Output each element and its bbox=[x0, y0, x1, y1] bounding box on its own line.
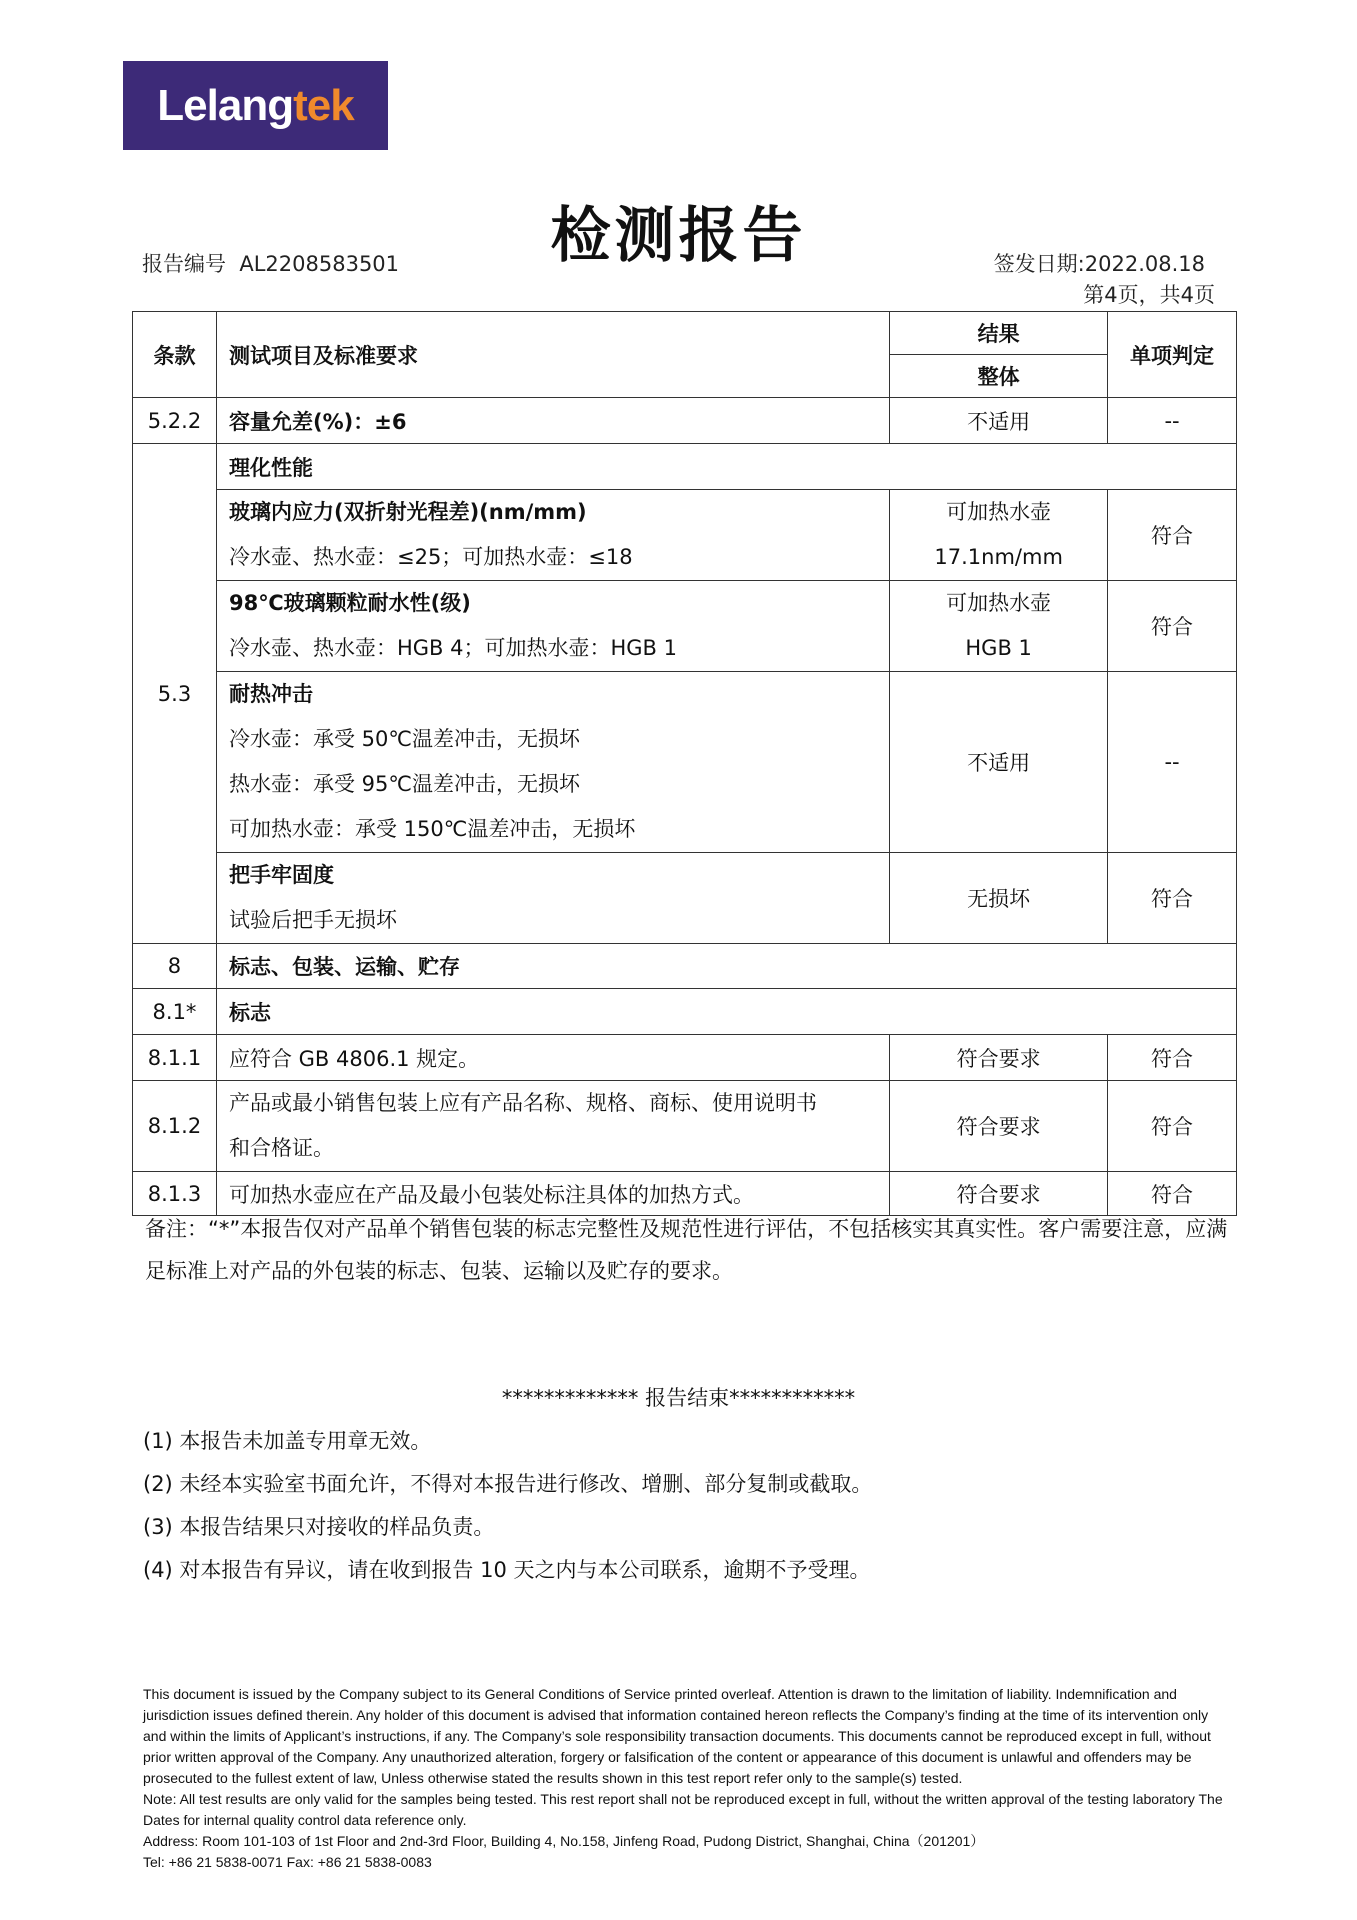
item-title: 玻璃内应力(双折射光程差)(nm/mm) bbox=[228, 500, 587, 524]
section-heading: 理化性能 bbox=[216, 444, 1236, 490]
section-heading: 标志 bbox=[216, 989, 1236, 1035]
clause-cell: 8.1.3 bbox=[133, 1172, 217, 1216]
logo-text-accent: tek bbox=[293, 80, 354, 130]
item-requirement: 可加热水壶：承受 150℃温差冲击，无损坏 bbox=[228, 817, 636, 841]
table-row bbox=[133, 1035, 1237, 1081]
logo-text: Lelang bbox=[157, 80, 294, 130]
clause-cell: 8.1.1 bbox=[133, 1035, 217, 1081]
result-cell: 不适用 bbox=[890, 672, 1108, 853]
verdict-cell: 符合 bbox=[1108, 490, 1237, 581]
item-line: 产品或最小销售包装上应有产品名称、规格、商标、使用说明书 bbox=[228, 1091, 817, 1115]
item-cell bbox=[216, 581, 889, 672]
table-row bbox=[133, 398, 1237, 444]
section-heading: 标志、包装、运输、贮存 bbox=[216, 944, 1236, 989]
footer-contact: Tel: +86 21 5838-0071 Fax: +86 21 5838-0083 bbox=[143, 1854, 432, 1870]
table-row bbox=[133, 444, 1237, 490]
item-cell bbox=[216, 490, 889, 581]
item-requirement: 试验后把手无损坏 bbox=[228, 908, 397, 932]
clause-cell: 5.2.2 bbox=[133, 398, 217, 444]
issue-date: 签发日期:2022.08.18 bbox=[993, 252, 1205, 276]
item-cell bbox=[216, 672, 889, 853]
verdict-cell: -- bbox=[1108, 398, 1237, 444]
header-overall: 整体 bbox=[890, 355, 1108, 398]
result-cell bbox=[890, 490, 1108, 581]
result-cell bbox=[890, 581, 1108, 672]
page-number: 第4页，共4页 bbox=[1083, 283, 1215, 307]
result-line: 可加热水壶 bbox=[946, 591, 1052, 615]
item-cell bbox=[216, 853, 889, 944]
table-row bbox=[133, 989, 1237, 1035]
verdict-cell: 符合 bbox=[1108, 853, 1237, 944]
note-item: (2) 未经本实验室书面允许，不得对本报告进行修改、增删、部分复制或截取。 bbox=[143, 1472, 873, 1496]
results-table bbox=[132, 311, 1237, 1216]
table-row bbox=[133, 581, 1237, 672]
result-cell: 符合要求 bbox=[890, 1172, 1108, 1216]
clause-cell: 5.3 bbox=[133, 444, 217, 944]
report-number-value: AL2208583501 bbox=[239, 252, 400, 276]
result-line: 17.1nm/mm bbox=[934, 545, 1063, 569]
item-requirement: 冷水壶、热水壶：≤25；可加热水壶：≤18 bbox=[228, 545, 633, 569]
item-requirement: 冷水壶：承受 50℃温差冲击，无损坏 bbox=[228, 727, 580, 751]
note-item: (3) 本报告结果只对接收的样品负责。 bbox=[143, 1515, 495, 1539]
verdict-cell: -- bbox=[1108, 672, 1237, 853]
header-result: 结果 bbox=[890, 312, 1108, 355]
footer-disclaimer: This document is issued by the Company subject to its General Conditions of Service printed overleaf. Attention is drawn to the limitation of liability. Indemnification and jurisdiction issues defined therein. Any holder of this document is advised that information contained hereon reflects the Company’s finding at the time of its intervention only and within the limits of Applicant’s instructions, if any. The Company’s sole responsibility transaction documents. This documents cannot be reproduced except in full, without prior written approval of the Company. Any unauthorized alteration, forgery or falsification of the content or appearance of this document is unlawful and offenders may be prosecuted to the fullest extent of law, Unless otherwise stated the results shown in this test report refer only to the sample(s) tested. bbox=[143, 1686, 1211, 1786]
item-cell bbox=[216, 1081, 889, 1172]
item-cell: 应符合 GB 4806.1 规定。 bbox=[216, 1035, 889, 1081]
footer bbox=[143, 1684, 1233, 1873]
result-cell: 符合要求 bbox=[890, 1035, 1108, 1081]
report-number bbox=[142, 248, 399, 278]
table-row bbox=[133, 1081, 1237, 1172]
item-cell: 容量允差(%)：±6 bbox=[216, 398, 889, 444]
table-row bbox=[133, 853, 1237, 944]
note-item: (1) 本报告未加盖专用章无效。 bbox=[143, 1429, 432, 1453]
note-item: (4) 对本报告有异议，请在收到报告 10 天之内与本公司联系，逾期不予受理。 bbox=[143, 1558, 871, 1582]
item-title: 98℃玻璃颗粒耐水性(级) bbox=[228, 591, 471, 615]
table-row bbox=[133, 490, 1237, 581]
item-title: 把手牢固度 bbox=[228, 863, 334, 887]
verdict-cell: 符合 bbox=[1108, 1172, 1237, 1216]
header-item: 测试项目及标准要求 bbox=[216, 312, 889, 398]
result-line: HGB 1 bbox=[965, 636, 1032, 660]
verdict-cell: 符合 bbox=[1108, 1081, 1237, 1172]
item-cell: 可加热水壶应在产品及最小包装处标注具体的加热方式。 bbox=[216, 1172, 889, 1216]
item-requirement: 热水壶：承受 95℃温差冲击，无损坏 bbox=[228, 772, 580, 796]
item-title: 耐热冲击 bbox=[228, 682, 313, 706]
item-line: 和合格证。 bbox=[228, 1136, 334, 1160]
item-requirement: 冷水壶、热水壶：HGB 4；可加热水壶：HGB 1 bbox=[228, 636, 677, 660]
table-header-row bbox=[133, 312, 1237, 355]
notes-list bbox=[143, 1420, 872, 1592]
table-row bbox=[133, 672, 1237, 853]
company-logo bbox=[123, 61, 388, 150]
header-verdict: 单项判定 bbox=[1108, 312, 1237, 398]
result-cell: 无损坏 bbox=[890, 853, 1108, 944]
clause-cell: 8.1.2 bbox=[133, 1081, 217, 1172]
table-row bbox=[133, 944, 1237, 989]
report-number-label: 报告编号 bbox=[142, 252, 226, 276]
verdict-cell: 符合 bbox=[1108, 581, 1237, 672]
footer-address: Address: Room 101-103 of 1st Floor and 2nd-3rd Floor, Building 4, No.158, Jinfeng Road, Pudong District, Shanghai, China（201201） bbox=[143, 1833, 985, 1849]
clause-cell: 8.1* bbox=[133, 989, 217, 1035]
page-title: 检测报告 bbox=[550, 201, 807, 271]
verdict-cell: 符合 bbox=[1108, 1035, 1237, 1081]
footer-note: Note: All test results are only valid for the samples being tested. This rest report shall not be reproduced except in full, without the written approval of the testing laboratory The Dates for internal quality control data reference only. bbox=[143, 1791, 1223, 1828]
header-clause: 条款 bbox=[133, 312, 217, 398]
report-end-marker: ************* 报告结束************ bbox=[501, 1386, 856, 1410]
result-cell: 不适用 bbox=[890, 398, 1108, 444]
remark: 备注：“*”本报告仅对产品单个销售包装的标志完整性及规范性进行评估，不包括核实其真实性。客户需要注意，应满足标准上对产品的外包装的标志、包装、运输以及贮存的要求。 bbox=[145, 1217, 1228, 1283]
clause-cell: 8 bbox=[133, 944, 217, 989]
result-line: 可加热水壶 bbox=[946, 500, 1052, 524]
result-cell: 符合要求 bbox=[890, 1081, 1108, 1172]
